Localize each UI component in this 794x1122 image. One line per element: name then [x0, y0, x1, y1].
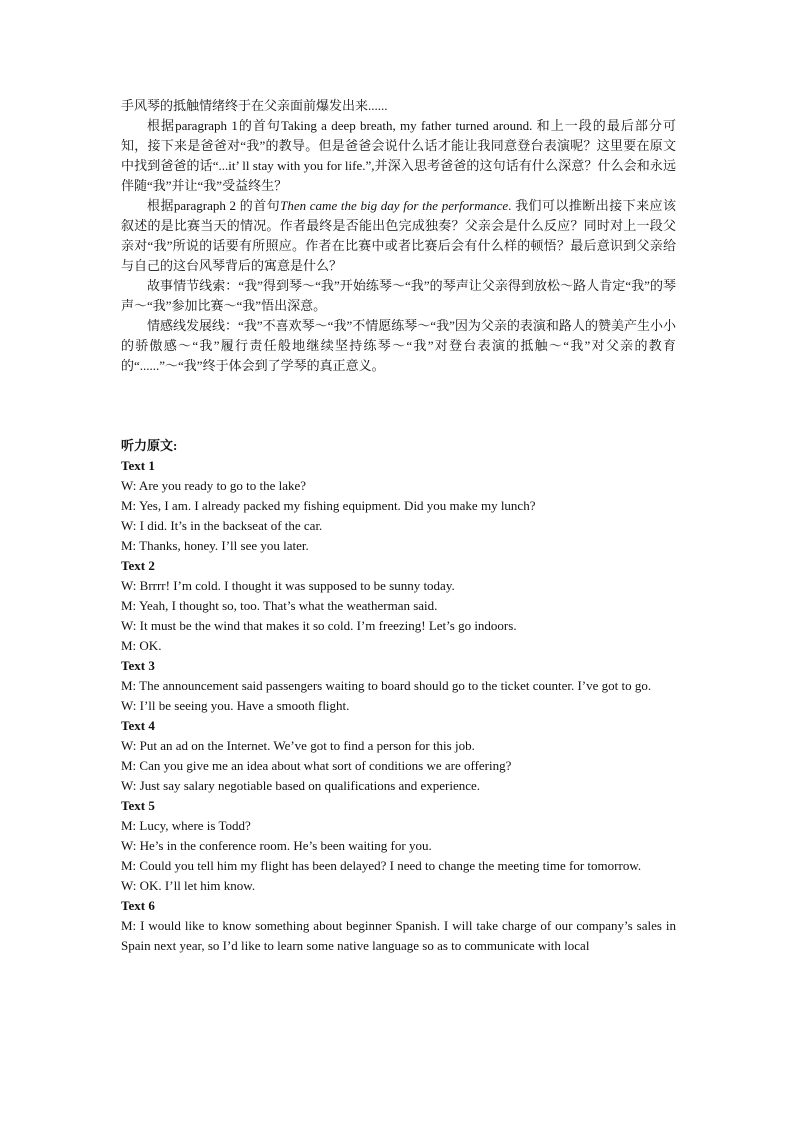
emotion-line-paragraph: 情感线发展线：“我”不喜欢琴～“我”不情愿练琴～“我”因为父亲的表演和路人的赞美产生小小的骄傲感～“我”履行责任般地继续坚持练琴～“我”对登台表演的抵触～“我”对父亲的教育的“......”～“我”终于体会到了学琴的真正意义。: [121, 318, 676, 373]
dialogue-line: M: I would like to know something about beginner Spanish. I will take charge of our company’s sales in Spain next year, so I’d like to learn some native language so as to communicate with local: [121, 918, 676, 953]
text-label: Text 3: [121, 658, 155, 673]
analysis-paragraph-2: [121, 196, 676, 276]
document-page: [121, 96, 676, 956]
text-label: Text 4: [121, 718, 155, 733]
para2-suffix: . 我们可以推断出接下来应该叙述的是比赛当天的情况。作者最终是否能出色完成独奏？父亲会是什么反应？同时对上一段父亲对“我”所说的话要有所照应。作者在比赛中或者比赛后会有什么样的顿悟？最后意识到父亲给与自己的这台风琴背后的寓意是什么？: [121, 198, 676, 273]
text-label: Text 2: [121, 558, 155, 573]
dialogue-line: W: Just say salary negotiable based on qualifications and experience.: [121, 778, 481, 793]
dialogue-line: W: It must be the wind that makes it so cold. I’m freezing! Let’s go indoors.: [121, 618, 517, 633]
listening-transcript: [121, 456, 676, 956]
dialogue-line: M: Lucy, where is Todd?: [121, 818, 251, 833]
dialogue-line: W: Brrrr! I’m cold. I thought it was supposed to be sunny today.: [121, 578, 455, 593]
dialogue-line: W: Are you ready to go to the lake?: [121, 478, 307, 493]
dialogue-line: M: Could you tell him my flight has been delayed? I need to change the meeting time for tomorrow.: [121, 858, 642, 873]
dialogue-line: W: I did. It’s in the backseat of the car.: [121, 518, 323, 533]
analysis-line-continuation: 手风琴的抵触情绪终于在父亲面前爆发出来......: [121, 98, 388, 113]
dialogue-line: M: OK.: [121, 638, 162, 653]
dialogue-line: M: The announcement said passengers waiting to board should go to the ticket counter. I’ve got to go.: [121, 678, 652, 693]
para2-italic-sentence: Then came the big day for the performance: [280, 198, 509, 213]
listening-heading: 听力原文:: [121, 438, 178, 453]
dialogue-line: W: OK. I’ll let him know.: [121, 878, 256, 893]
text-label: Text 1: [121, 458, 155, 473]
dialogue-line: M: Yeah, I thought so, too. That’s what the weatherman said.: [121, 598, 438, 613]
plot-clue-paragraph: 故事情节线索：“我”得到琴～“我”开始练琴～“我”的琴声让父亲得到放松～路人肯定“我”的琴声～“我”参加比赛～“我”悟出深意。: [121, 278, 676, 313]
dialogue-line: M: Thanks, honey. I’ll see you later.: [121, 538, 309, 553]
text-label: Text 5: [121, 798, 155, 813]
dialogue-line: W: He’s in the conference room. He’s been waiting for you.: [121, 838, 432, 853]
para2-prefix: 根据paragraph 2 的首句: [147, 198, 281, 213]
analysis-paragraph-1: 根据paragraph 1的首句Taking a deep breath, my father turned around. 和上一段的最后部分可知，接下来是爸爸对“我”的教导。但是爸爸会说什么话才能让我同意登台表演呢？这里要在原文中找到爸爸的话“...it’ ll stay with you for life.”,并深入思考爸爸的这句话有什么深意？什么会和永远伴随“我”并让“我”受益终生？: [121, 118, 676, 193]
dialogue-line: M: Yes, I am. I already packed my fishing equipment. Did you make my lunch?: [121, 498, 536, 513]
text-label: Text 6: [121, 898, 155, 913]
dialogue-line: W: Put an ad on the Internet. We’ve got to find a person for this job.: [121, 738, 475, 753]
section-gap: [121, 376, 676, 436]
dialogue-line: W: I’ll be seeing you. Have a smooth flight.: [121, 698, 350, 713]
dialogue-line: M: Can you give me an idea about what sort of conditions we are offering?: [121, 758, 512, 773]
